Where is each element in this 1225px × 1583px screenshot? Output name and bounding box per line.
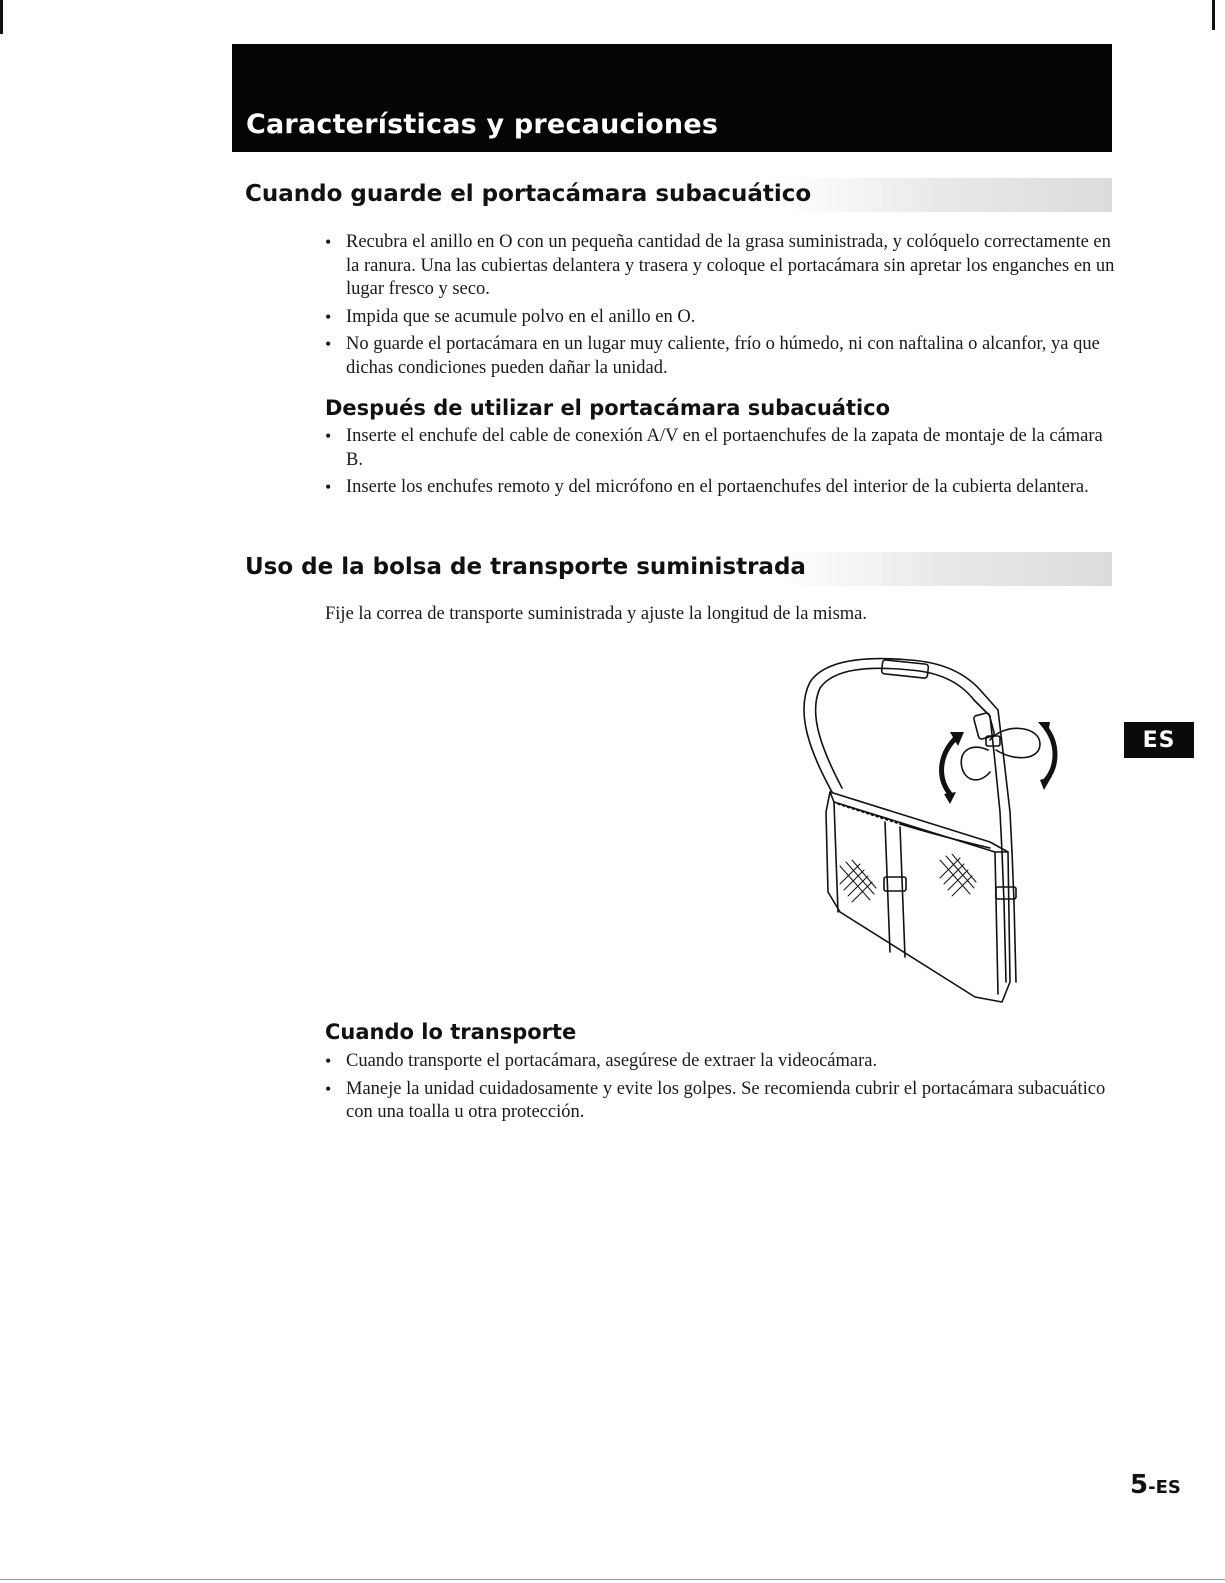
heading-transport: Cuando lo transporte <box>325 1020 577 1044</box>
page-number <box>1130 1470 1181 1500</box>
list-item: • Recubra el anillo en O con un pequeña cantidad de la grasa suministrada, y colóquelo correctamente en la ranura. Una las cubiertas delantera y trasera y coloque el portacámara sin apretar los enganches en un lugar fresco y seco. <box>325 231 1115 302</box>
heading-store: Cuando guarde el portacámara subacuático <box>245 181 812 207</box>
list-item: • Inserte el enchufe del cable de conexión A/V en el portaenchufes de la zapata de montaje de la cámara B. <box>325 425 1115 472</box>
list-item: • Impida que se acumule polvo en el anillo en O. <box>325 306 1115 330</box>
list-item: • Cuando transporte el portacámara, asegúrese de extraer la videocámara. <box>325 1050 1115 1074</box>
transport-list <box>325 1050 1115 1129</box>
heading-after-use: Después de utilizar el portacámara subacuático <box>325 396 891 420</box>
after-use-list <box>325 425 1115 504</box>
bag-instruction: Fije la correa de transporte suministrada y ajuste la longitud de la misma. <box>325 604 868 624</box>
page-number-value: 5 <box>1130 1470 1149 1500</box>
carrying-bag-illustration <box>790 652 1080 1012</box>
language-tab: ES <box>1124 722 1194 758</box>
store-list <box>325 231 1115 384</box>
list-item: • Inserte los enchufes remoto y del micrófono en el portaenchufes del interior de la cubierta delantera. <box>325 476 1115 500</box>
chapter-banner <box>232 44 1112 152</box>
heading-bag: Uso de la bolsa de transporte suministrada <box>245 554 806 580</box>
left-margin-rule <box>0 0 3 34</box>
right-margin-rule <box>1212 0 1215 30</box>
bottom-rule <box>0 1579 1225 1580</box>
list-item: • No guarde el portacámara en un lugar muy caliente, frío o húmedo, ni con naftalina o alcanfor, ya que dichas condiciones pueden dañar la unidad. <box>325 333 1115 380</box>
chapter-title: Características y precauciones <box>246 109 719 140</box>
page-number-suffix: -ES <box>1148 1477 1181 1498</box>
list-item: • Maneje la unidad cuidadosamente y evite los golpes. Se recomienda cubrir el portacámara subacuático con una toalla u otra protección. <box>325 1078 1115 1125</box>
